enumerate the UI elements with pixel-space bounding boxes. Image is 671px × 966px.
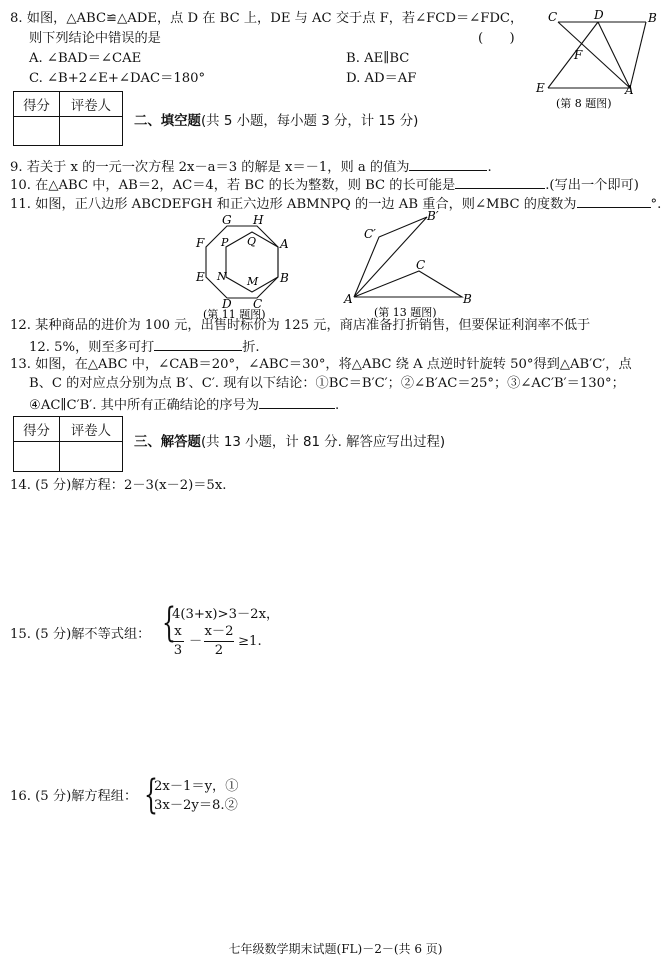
q8-figure [528,8,668,112]
q10-answer-blank[interactable] [455,174,545,189]
q8-fig-label-a: A [625,83,634,97]
q15-minus: － [189,634,203,649]
q11 [10,193,661,214]
q8-fig-label-f: F [574,48,583,62]
q13-fig-label-c-prime: C′ [364,227,376,241]
q8-option-b: B. AE∥BC [346,51,410,66]
q12-line2 [29,336,260,357]
q11-fig-label-h: H [253,213,264,227]
score-table-1 [13,91,123,146]
q11-fig-label-d: D [222,297,232,311]
q15-brace: { [162,600,176,646]
q8-answer-paren: ( ) [478,31,515,46]
q14-answer-space[interactable] [10,498,660,598]
q13-line2: B、C 的对应点分别为点 B′、C′. 现有以下结论：①BC＝B′C′；②∠B′AC＝25°；③∠AC′B′＝130°； [29,376,625,391]
q10-text: 10. 在△ABC 中，AB＝2，AC＝4，若 BC 的长为整数，则 BC 的长可能是 [10,178,456,193]
q13-figure [340,206,490,320]
q15-answer-space[interactable] [10,664,660,764]
q11-fig-label-q: Q [247,235,257,248]
q9-answer-blank[interactable] [409,156,487,171]
q13-answer-blank[interactable] [259,394,335,409]
q8-fig-label-b: B [648,11,657,25]
q11-fig-label-c: C [253,297,263,311]
q15-frac1-denominator: 3 [173,643,183,658]
q15-tail: ≥1. [238,634,262,649]
q16-equation-1: 2x－1＝y，① [154,779,239,794]
q15-inequality-1: 4(3+x)>3－2x， [172,607,280,622]
q11-fig-label-e: E [196,270,205,284]
q9-text: 9. 若关于 x 的一元一次方程 2x－a＝3 的解是 x＝－1，则 a 的值为 [10,160,410,175]
q16-brace: { [144,772,158,818]
q8-line1: 8. 如图，△ABC≌△ADE，点 D 在 BC 上，DE 与 AC 交于点 F，若∠FCD＝∠FDC， [10,11,524,26]
q15-lead: 15. (5 分)解不等式组： [10,627,151,642]
q8-option-c: C. ∠B+2∠E+∠DAC＝180° [29,71,206,86]
grader-header-1: 评卷人 [60,92,123,117]
q8-option-a: A. ∠BAD＝∠CAE [29,51,142,66]
q13-fig-label-b: B [463,292,472,306]
section3-title: 三、解答题 [134,435,201,450]
q13-line1: 13. 如图，在△ABC 中，∠CAB＝20°，∠ABC＝30°，将△ABC 绕 A 点逆时针旋转 50°得到△AB′C′，点 [10,357,632,372]
q15-frac2-numerator: x－2 [204,624,234,639]
q15-frac1-numerator: x [174,624,182,639]
q11-answer-blank[interactable] [577,193,651,208]
q14-text: 14. (5 分)解方程：2－3(x－2)＝5x. [10,478,227,493]
q10-end: .(写出一个即可) [545,178,639,193]
q12-line2b: 折. [242,340,260,355]
q11-fig-caption: (第 11 题图) [203,308,266,320]
q13-line3b: . [334,398,340,413]
section3-heading [134,434,445,452]
q11-fig-label-m: M [247,275,259,288]
q13-fig-caption: (第 13 题图) [374,306,437,319]
q15-frac2-bar [204,641,234,642]
q8-fig-caption: (第 8 题图) [556,97,612,110]
q12-line1: 12. 某种商品的进价为 100 元，出售时标价为 125 元，商店准备打折销售，但要保证利润率不低于 [10,318,591,333]
q16-lead: 16. (5 分)解方程组： [10,789,138,804]
score-header-1: 得分 [14,92,60,117]
q8-fig-label-c: C [548,10,558,24]
q16-equation-2: 3x－2y＝8.② [154,798,238,813]
page-footer: 七年级数学期末试题(FL)－2－(共 6 页) [228,942,443,956]
score-cell-1[interactable] [14,117,60,146]
q13-fig-label-a: A [344,292,353,306]
score-cell-2[interactable] [14,442,60,472]
q11-fig-label-n: N [217,270,227,283]
q12-line2a: 12. 5%，则至多可打 [29,340,155,355]
grader-header-2: 评卷人 [60,417,123,442]
q11-fig-label-a: A [280,237,289,251]
grader-cell-2[interactable] [60,442,123,472]
q8-line2: 则下列结论中错误的是 [29,31,161,46]
q11-fig-label-b: B [280,271,289,285]
section2-heading [134,113,418,131]
q11-fig-label-f: F [196,236,205,250]
q11-text: 11. 如图，正八边形 ABCDEFGH 和正六边形 ABMNPQ 的一边 AB 重合，则∠MBC 的度数为 [10,197,577,212]
q10 [10,174,639,195]
q8-option-d: D. AD＝AF [346,71,417,86]
q12-answer-blank[interactable] [154,336,242,351]
q13-line3a: ④AC∥C′B′. 其中所有正确结论的序号为 [29,398,259,413]
q15-frac2-denominator: 2 [214,643,224,658]
q13-fig-label-b-prime: B′ [427,209,439,223]
q11-fig-label-p: P [221,236,229,249]
q8-fig-label-d: D [594,8,604,22]
score-header-2: 得分 [14,417,60,442]
q11-fig-label-g: G [222,213,232,227]
q13-line3 [29,394,339,415]
section2-title: 二、填空题 [134,114,201,129]
grader-cell-1[interactable] [60,117,123,146]
q11-figure [185,210,305,320]
q15-frac1-bar [172,641,184,642]
section2-note: (共 5 小题，每小题 3 分，计 15 分) [200,114,419,129]
q8-fig-label-e: E [536,81,545,95]
q13-fig-label-c: C [416,258,426,272]
q16-answer-space[interactable] [10,820,660,930]
q9-end: . [487,160,492,175]
score-table-2 [13,416,123,472]
section3-note: (共 13 小题，计 81 分. 解答应写出过程) [200,435,446,450]
q11-end: °. [650,197,662,212]
